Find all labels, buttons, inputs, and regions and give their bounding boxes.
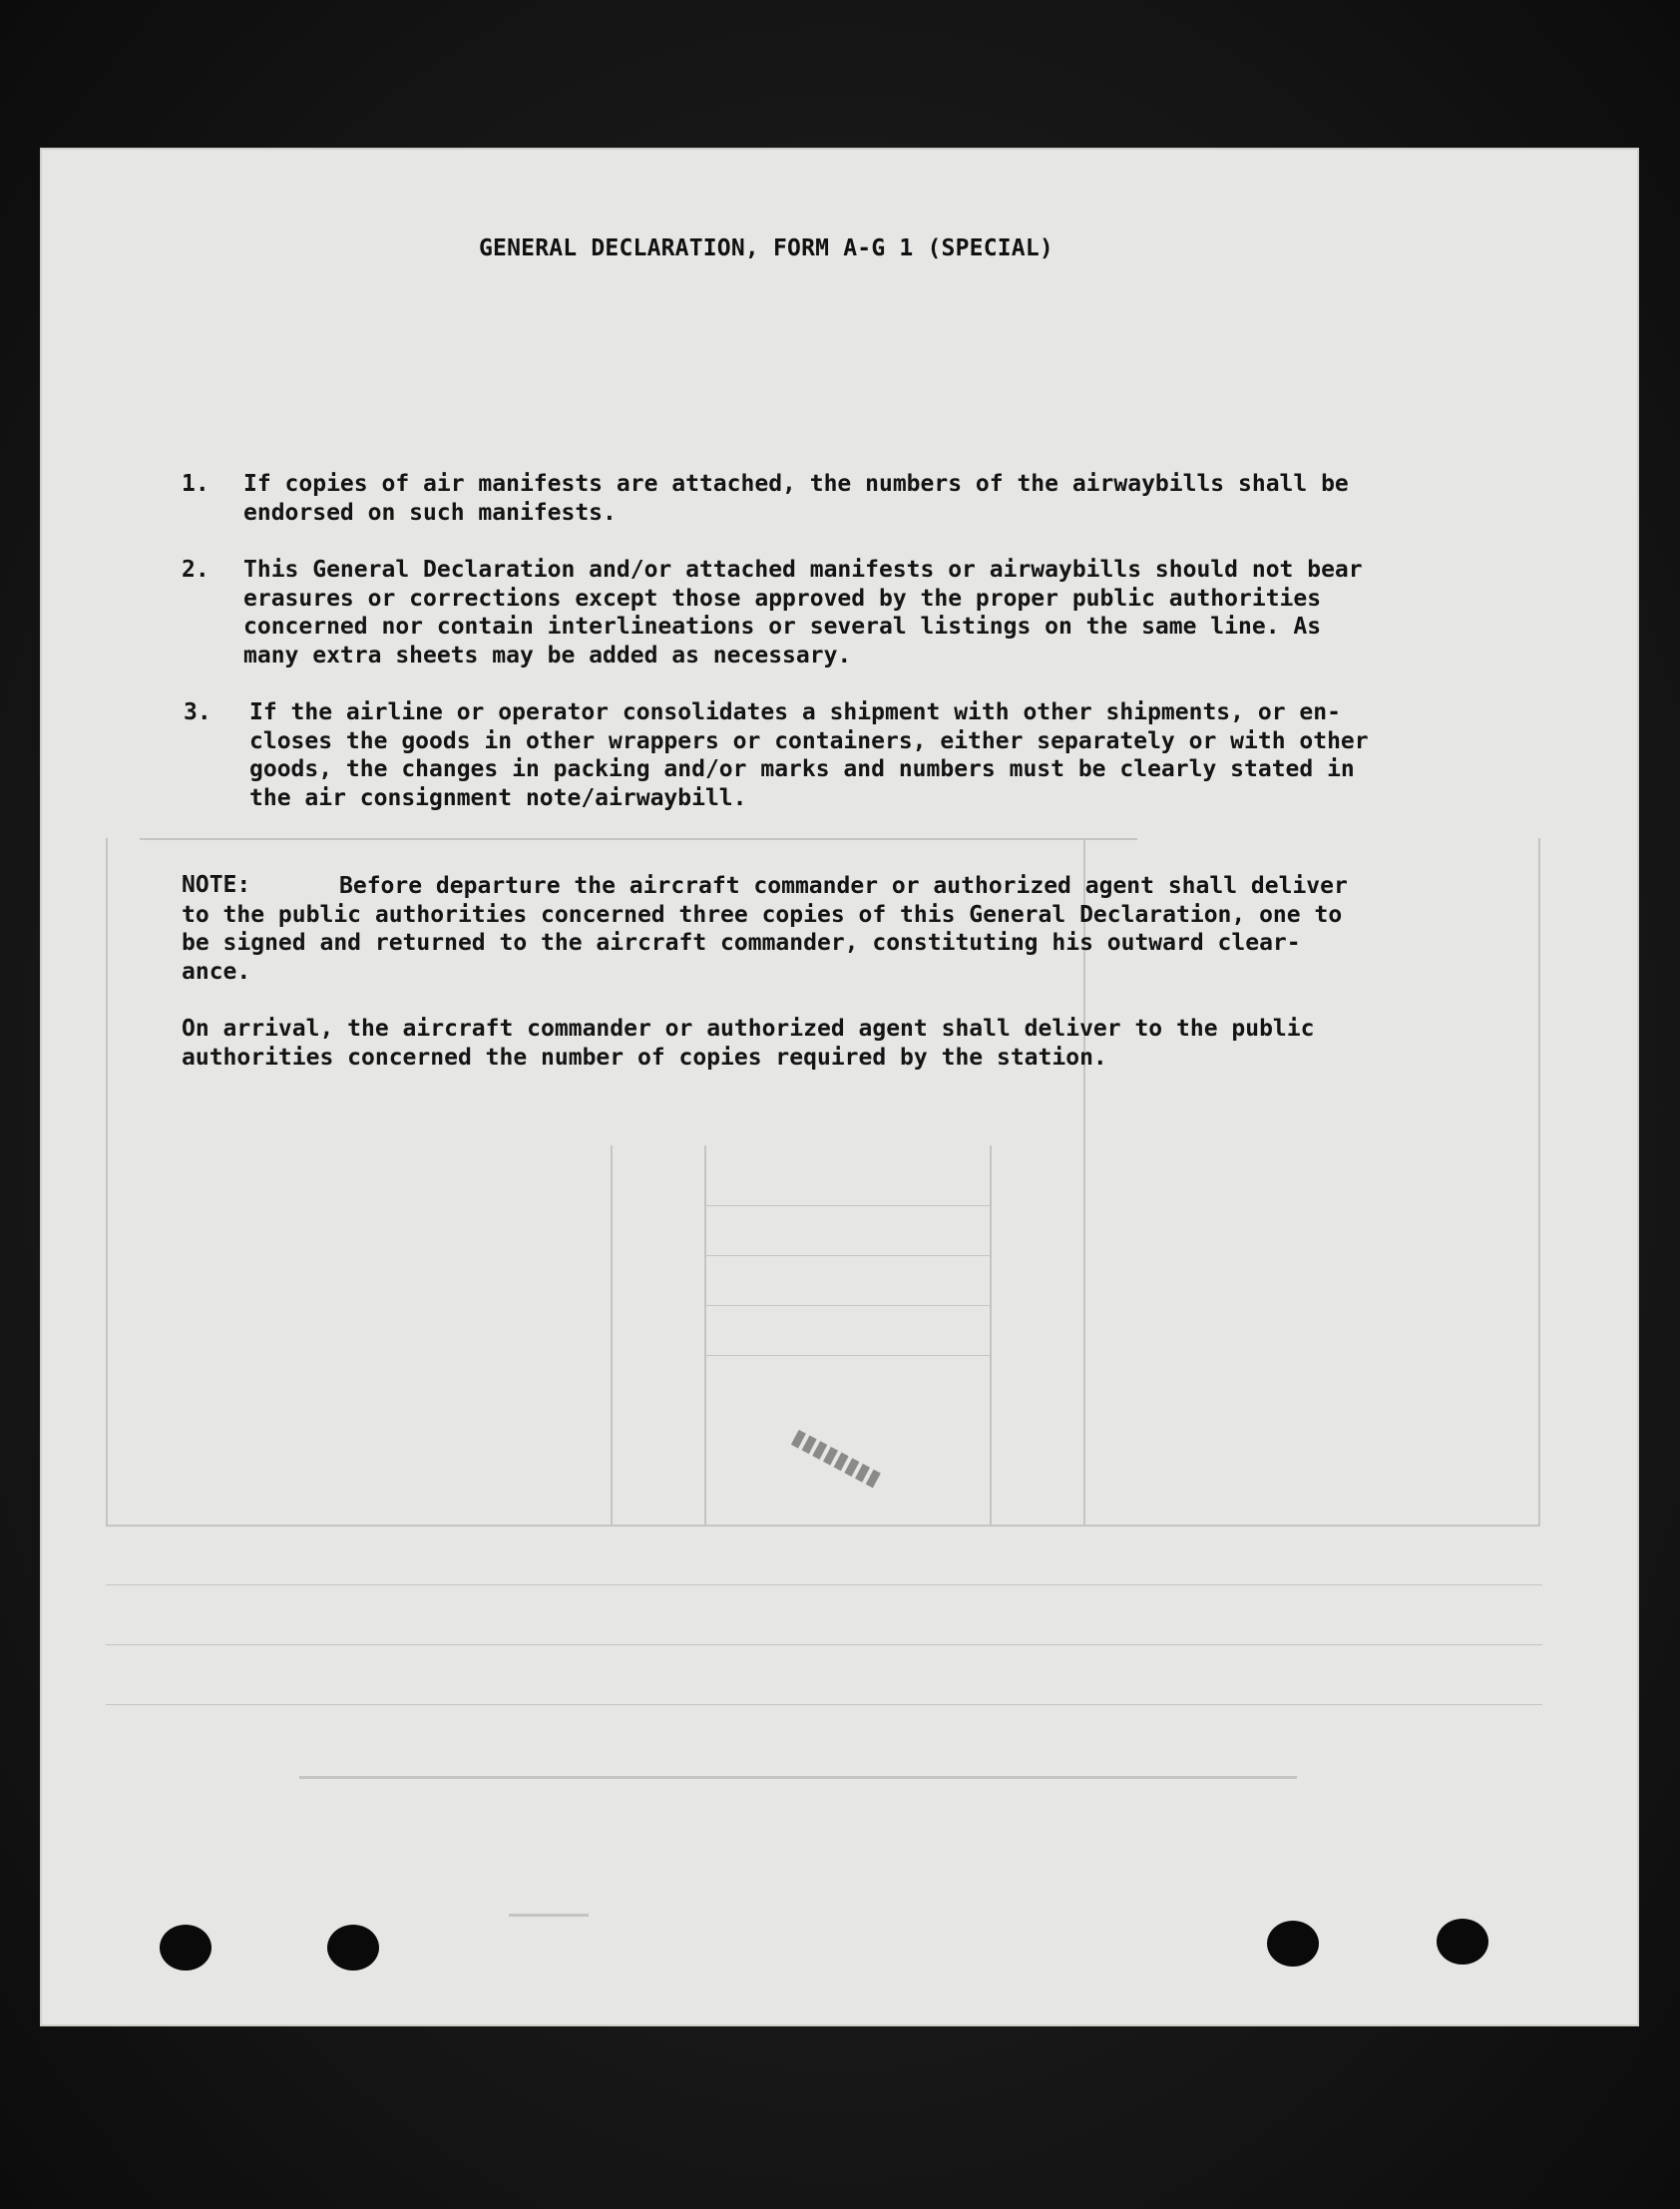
bleed-through-rule xyxy=(1538,838,1540,1527)
bleed-through-rule xyxy=(106,1704,1542,1705)
note-line: be signed and returned to the aircraft commander, constituting his outward clear- xyxy=(182,930,1301,956)
item-line: erasures or corrections except those approved by the proper public authorities xyxy=(243,585,1322,612)
item-line: the air consignment note/airwaybill. xyxy=(249,784,747,811)
arrival-line: authorities concerned the number of copies required by the station. xyxy=(182,1044,1107,1071)
bleed-through-rule xyxy=(704,1205,990,1206)
note-label: NOTE: xyxy=(182,872,251,898)
item-line: endorsed on such manifests. xyxy=(243,499,617,526)
bleed-through-rule xyxy=(299,1776,1297,1779)
bleed-through-rule xyxy=(990,1145,992,1527)
item-line: If copies of air manifests are attached, the numbers of the airwaybills shall be xyxy=(243,471,1349,497)
document-sheet xyxy=(40,148,1639,2026)
item-line: If the airline or operator consolidates a shipment with other shipments, or en- xyxy=(249,699,1341,725)
bleed-through-rule xyxy=(106,838,108,1527)
item-text xyxy=(249,698,1510,812)
item-line: concerned nor contain interlineations or several listings on the same line. As xyxy=(243,614,1322,640)
bleed-through-rule xyxy=(704,1255,990,1256)
note-line: ance. xyxy=(182,958,251,985)
bleed-through-rule xyxy=(509,1914,589,1917)
item-number: 3. xyxy=(184,699,211,725)
arrival-line: On arrival, the aircraft commander or authorized agent shall deliver to the public xyxy=(182,1016,1315,1042)
item-line: goods, the changes in packing and/or marks and numbers must be clearly stated in xyxy=(249,756,1355,782)
item-text xyxy=(243,470,1503,527)
item-line: closes the goods in other wrappers or containers, either separately or with other xyxy=(249,727,1369,754)
item-line: This General Declaration and/or attached manifests or airwaybills should not bear xyxy=(243,557,1363,583)
bleed-through-rule xyxy=(704,1145,706,1527)
bleed-through-rule xyxy=(704,1305,990,1306)
bleed-through-rule xyxy=(106,1584,1542,1585)
bleed-through-rule xyxy=(704,1355,990,1356)
faded-stamp: ▮▮▮▮▮▮▮▮ xyxy=(787,1423,886,1493)
punch-hole xyxy=(327,1925,379,1971)
punch-hole xyxy=(1437,1919,1488,1965)
item-text xyxy=(243,556,1503,669)
punch-hole xyxy=(160,1925,211,1971)
bleed-through-rule xyxy=(106,1525,1540,1527)
note-line: Before departure the aircraft commander or authorized agent shall deliver xyxy=(339,873,1348,899)
bleed-through-rule xyxy=(106,1644,1542,1645)
note-paragraph xyxy=(182,872,1503,986)
punch-hole xyxy=(1267,1921,1319,1967)
note-line: to the public authorities concerned three copies of this General Declaration, one to xyxy=(182,901,1343,928)
arrival-paragraph xyxy=(182,1015,1503,1072)
document-title: GENERAL DECLARATION, FORM A-G 1 (SPECIAL) xyxy=(479,235,1053,261)
bleed-through-rule xyxy=(140,838,1137,840)
item-number: 1. xyxy=(182,471,210,497)
item-line: many extra sheets may be added as necessary. xyxy=(243,642,852,668)
item-number: 2. xyxy=(182,557,210,583)
bleed-through-rule xyxy=(611,1145,613,1527)
